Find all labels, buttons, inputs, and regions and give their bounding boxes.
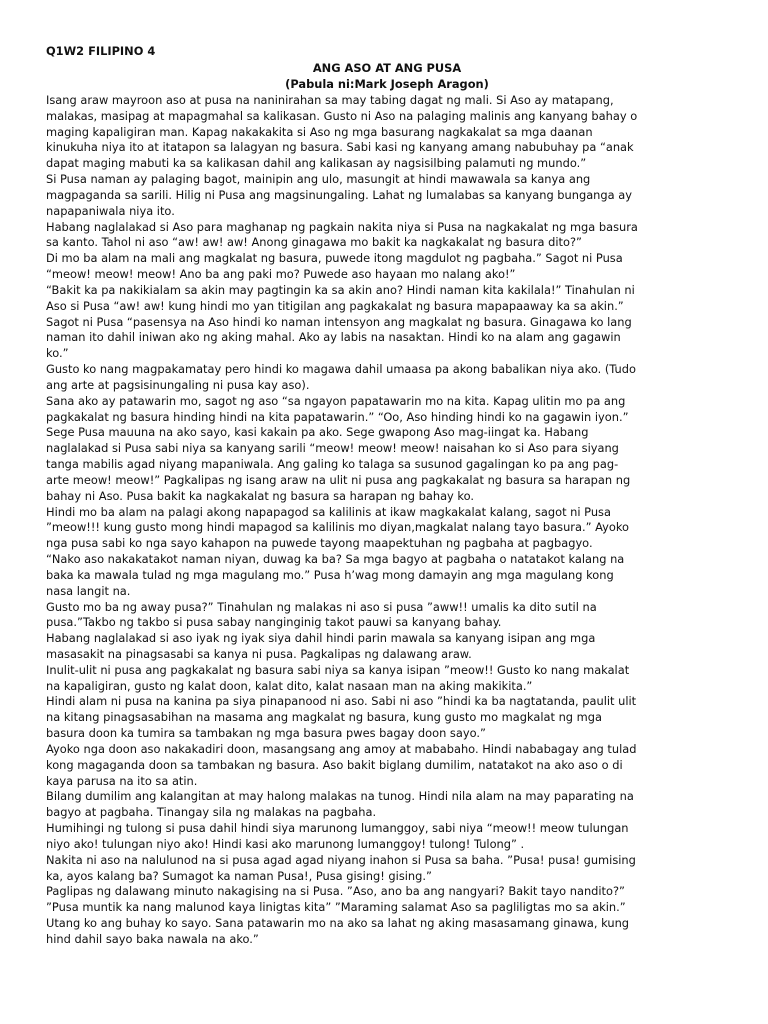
story-line: malakas, masipag at mapagmahal sa kalikasan. Gusto ni Aso na palaging malinis ang kanyang bahay o <box>46 108 638 123</box>
story-line: napapaniwala niya ito. <box>46 203 175 218</box>
story-line: Gusto mo ba ng away pusa?” Tinahulan ng malakas ni aso si pusa ”aww!! umalis ka dito sutil na <box>46 599 597 614</box>
story-line: Inulit-ulit ni pusa ang pagkakalat ng basura sabi niya sa kanya isipan ”meow!! Gusto ko nang makalat <box>46 662 630 677</box>
story-line: baka ka mawala tulad ng mga magulang mo.” Pusa h’wag mong damayin ang mga magulang kong <box>46 567 614 582</box>
story-line: Sana ako ay patawarin mo, sagot ng aso “sa ngayon papatawarin mo na kita. Kapag ulitin mo pa ang <box>46 393 626 408</box>
story-line: ko.” <box>46 346 69 361</box>
story-line: nasa langit na. <box>46 583 131 598</box>
story-line: dapat maging mabuti ka sa kalikasan dahil ang kalikasan ay nagsisilbing palamuti ng mundo.” <box>46 156 587 171</box>
story-line: kinukuha niya ito at itatapon sa lalagyan ng basura. Sabi kasi ng kanyang amang nabubuhay pa “anak <box>46 140 634 155</box>
story-line: “Nako aso nakakatakot naman niyan, duwag ka ba? Sa mga bagyo at pagbaha o natatakot kalang na <box>46 552 625 567</box>
story-line: pagkakalat ng basura hinding hindi na kita papatawarin.” “Oo, Aso hinding hindi ko na gagawin iyon.” <box>46 409 629 424</box>
story-line: tanga mabilis agad niyang mapaniwala. Ang galing ko talaga sa susunod gagalingan ko pa ang pag- <box>46 457 619 472</box>
story-line: basura doon ka tumira sa tambakan ng mga basura pwes bagay doon sayo.” <box>46 726 486 741</box>
story-line: Humihingi ng tulong si pusa dahil hindi siya marunong lumanggoy, sabi niya “meow!! meow tulungan <box>46 821 629 836</box>
story-line: Hindi alam ni pusa na kanina pa siya pinapanood ni aso. Sabi ni aso ”hindi ka ba nagtatanda, paulit ulit <box>46 694 637 709</box>
story-line: sa kanto. Tahol ni aso “aw! aw! aw! Anong ginagawa mo bakit ka nagkakalat ng basura dito?” <box>46 235 582 250</box>
story-body <box>46 93 718 948</box>
story-line: Ayoko nga doon aso nakakadiri doon, masangsang ang amoy at mababaho. Hindi nababagay ang tulad <box>46 741 637 756</box>
story-line: ang arte at pagsisinungaling ni pusa kay aso). <box>46 377 310 392</box>
story-line: Sagot ni Pusa “pasensya na Aso hindi ko naman intensyon ang magkalat ng basura. Ginagawa ko lang <box>46 314 632 329</box>
story-line: Si Pusa naman ay palaging bagot, mainipin ang ulo, masungit at hindi mawawala sa kanya ang <box>46 172 591 187</box>
document-page <box>46 43 718 948</box>
story-line: pusa.”Takbo ng takbo si pusa sabay nanginginig takot pauwi sa kanyang bahay. <box>46 615 502 630</box>
story-line: Habang naglalakad si aso iyak ng iyak siya dahil hindi parin mawala sa kanyang isipan ang mga <box>46 631 596 646</box>
story-line: “meow! meow! meow! Ano ba ang paki mo? Puwede aso hayaan mo nalang ako!” <box>46 267 516 282</box>
story-line: na kapaligiran, gusto ng kalat doon, kalat dito, kalat nasaan man na aking makikita.” <box>46 678 533 693</box>
story-line: kaya parusa na ito sa atin. <box>46 773 198 788</box>
story-line: arte meow! meow!” Pagkalipas ng isang araw na ulit ni pusa ang pagkakalat ng basura sa harapan ng <box>46 472 631 487</box>
document-code: Q1W2 FILIPINO 4 <box>46 44 156 58</box>
story-line: Isang araw mayroon aso at pusa na naninirahan sa may tabing dagat ng mali. Si Aso ay matapang, <box>46 93 614 107</box>
story-line: nga pusa sabi ko nga sayo kahapon na puwede tayong maapektuhan ng pagbaha at pagbagyo. <box>46 536 593 551</box>
story-line: Nakita ni aso na nalulunod na si pusa agad agad niyang inahon si Pusa sa baha. ”Pusa! pusa! gumising <box>46 852 636 867</box>
story-line: Aso si Pusa “aw! aw! kung hindi mo yan titigilan ang pagkakalat ng basura mapapaaway ka sa akin.” <box>46 298 624 313</box>
story-line: Di mo ba alam na mali ang magkalat ng basura, puwede itong magdulot ng pagbaha.” Sagot ni Pusa <box>46 251 623 266</box>
story-line: Gusto ko nang magpakamatay pero hindi ko magawa dahil umaasa pa akong babalikan niya ako. (Tudo <box>46 362 636 377</box>
story-line: “Bakit ka pa nakikialam sa akin may pagtingin ka sa akin ano? Hindi naman kita kakilala!” Tinahulan ni <box>46 282 635 297</box>
story-line: bagyo at pagbaha. Tinangay sila ng malakas na pagbaha. <box>46 805 377 820</box>
story-line: Hindi mo ba alam na palagi akong napapagod sa kalilinis at ikaw magkakalat kalang, sagot ni Pusa <box>46 504 611 519</box>
story-line: na kitang pinagsasabihan na masama ang magkalat ng basura, kung gusto mo magkalat ng mga <box>46 710 602 725</box>
story-line: hind dahil sayo baka nawala na ako.” <box>46 931 259 946</box>
story-line: ”meow!!! kung gusto mong hindi mapagod sa kalilinis mo diyan,magkalat nalang tayo basura.” Ayoko <box>46 520 629 535</box>
story-line: Utang ko ang buhay ko sayo. Sana patawarin mo na ako sa lahat ng aking masasamang ginawa, kung <box>46 916 630 931</box>
story-line: Sege Pusa mauuna na ako sayo, kasi kakain pa ako. Sege gwapong Aso mag-iingat ka. Habang <box>46 425 589 440</box>
story-line: Paglipas ng dalawang minuto nakagising na si Pusa. ”Aso, ano ba ang nangyari? Bakit tayo nandito?” <box>46 884 625 899</box>
story-line: Habang naglalakad si Aso para maghanap ng pagkain nakita niya si Pusa na nagkakalat ng mga basura <box>46 219 638 234</box>
story-line: naglalakad si Pusa sabi niya sa kanyang sarili “meow! meow! meow! naisahan ko si Aso para siyang <box>46 441 619 456</box>
story-title: ANG ASO AT ANG PUSA <box>312 61 462 75</box>
story-author: (Pabula ni:Mark Joseph Aragon) <box>285 77 489 91</box>
story-line: masasakit na pinagsasabi sa kanya ni pusa. Pagkalipas ng dalawang araw. <box>46 646 472 661</box>
story-line: kong magaganda doon sa tambakan ng basura. Aso bakit biglang dumilim, natatakot na ako aso o di <box>46 757 623 772</box>
story-line: niyo ako! tulungan niyo ako! Hindi kasi ako marunong lumanggoy! tulong! Tulong” . <box>46 836 525 851</box>
story-line: maging kapaligiran man. Kapag nakakakita si Aso ng mga basurang nagkakalat sa mga daanan <box>46 124 593 139</box>
story-line: bahay ni Aso. Pusa bakit ka nagkakalat ng basura sa harapan ng bahay ko. <box>46 488 474 503</box>
story-line: ”Pusa muntik ka nang malunod kaya linigtas kita” ”Maraming salamat Aso sa pagliligtas mo sa akin.” <box>46 900 626 915</box>
story-line: ka, ayos kalang ba? Sumagot ka naman Pusa!, Pusa gising! gising.” <box>46 868 432 883</box>
story-line: Bilang dumilim ang kalangitan at may halong malakas na tunog. Hindi nila alam na may paparating na <box>46 789 634 804</box>
story-line: naman ito dahil iniwan ako ng aking mahal. Ako ay labis na nasaktan. Hindi ko na alam ang gagawin <box>46 330 621 345</box>
story-line: magpaganda sa sarili. Hilig ni Pusa ang magsinungaling. Lahat ng lumalabas sa kanyang bunganga ay <box>46 187 632 202</box>
